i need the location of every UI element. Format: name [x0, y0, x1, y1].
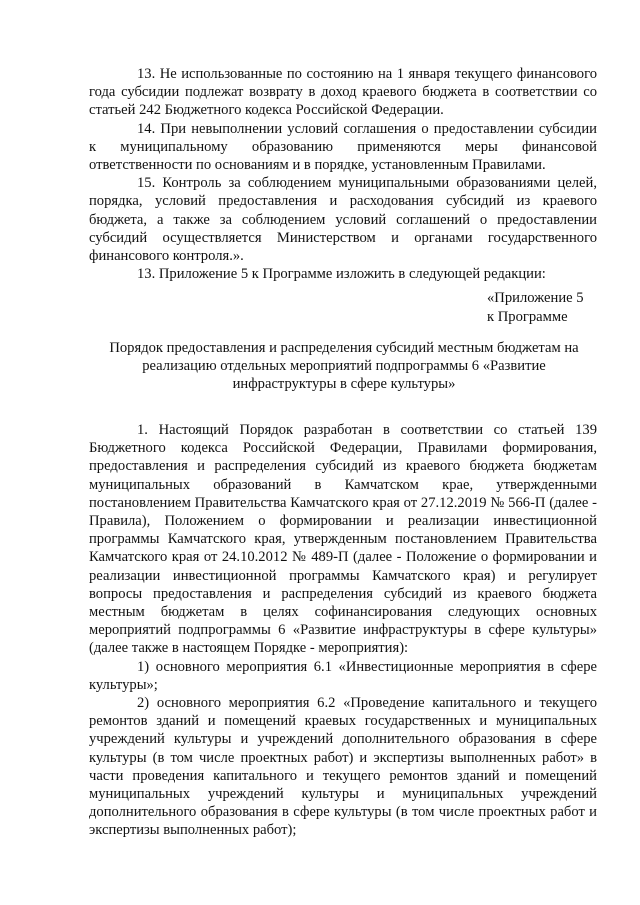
appendix-label-line1: «Приложение 5 — [487, 290, 584, 306]
paragraph-1-procedure: 1. Настоящий Порядок разработан в соответствии со статьей 139 Бюджетного кодекса Российской Федерации, Правилами формирования, предоставления и распределения субсидий из краевого бюджета бюджетам муниципальных образований в Камчатском крае, утвержденными постановлением Правительства Камчатского края от 27.12.2019 № 566-П (далее - Правила), Положением о формировании и реализации инвестиционной программы Камчатского края, утвержденным постановлением Правительства Камчатского края от 24.10.2012 № 489-П (далее - Положение о формировании и реализации инвестиционной программы Камчатского края) и регулирует вопросы предоставления и распределения субсидий из краевого бюджета местным бюджетам в целях софинансирования следующих основных мероприятий подпрограммы 6 «Развитие инфраструктуры в сфере культуры» (далее также в настоящем Порядке - мероприятия): — [89, 422, 597, 657]
section-heading: Порядок предоставления и распределения субсидий местным бюджетам на реализацию отдельных мероприятий подпрограммы 6 «Развитие инфраструктуры в сфере культуры» — [109, 340, 579, 393]
list-item-1: 1) основного мероприятия 6.1 «Инвестиционные мероприятия в сфере культуры»; — [89, 658, 597, 693]
paragraph-13-appendix-5-change: 13. Приложение 5 к Программе изложить в следующей редакции: — [137, 266, 546, 283]
text-block-body — [89, 421, 597, 840]
paragraph-15-control: 15. Контроль за соблюдением муниципальными образованиями целей, порядка, условий предоставления и расходования субсидий из краевого бюджета, а также за соблюдением условий соглашений о предоставлении субсидий осуществляется Министерством и органами государственного финансового контроля.». — [89, 175, 597, 265]
paragraph-13-funds-return: 13. Не использованные по состоянию на 1 января текущего финансового года субсидии подлежат возврату в доход краевого бюджета в соответствии со статьей 242 Бюджетного кодекса Российской Федерации. — [89, 66, 597, 119]
appendix-label — [487, 289, 617, 326]
text-block-top — [89, 65, 597, 283]
list-item-2: 2) основного мероприятия 6.2 «Проведение капитального и текущего ремонтов зданий и помещений краевых государственных и муниципальных учреждений культуры и учреждений дополнительного образования в сфере культуры (в том числе проектных работ) и экспертизы выполненных работ» в части проведения капитального и текущего ремонтов зданий и помещений муниципальных учреждений культуры и муниципальных учреждений дополнительного образования в сфере культуры (в том числе проектных работ и экспертизы выполненных работ); — [89, 695, 597, 839]
paragraph-14-non-fulfillment: 14. При невыполнении условий соглашения о предоставлении субсидии к муниципальному образованию применяются меры финансовой ответственности по основаниям и в порядке, установленным Правилами. — [89, 120, 597, 174]
appendix-label-line2: к Программе — [487, 308, 568, 325]
